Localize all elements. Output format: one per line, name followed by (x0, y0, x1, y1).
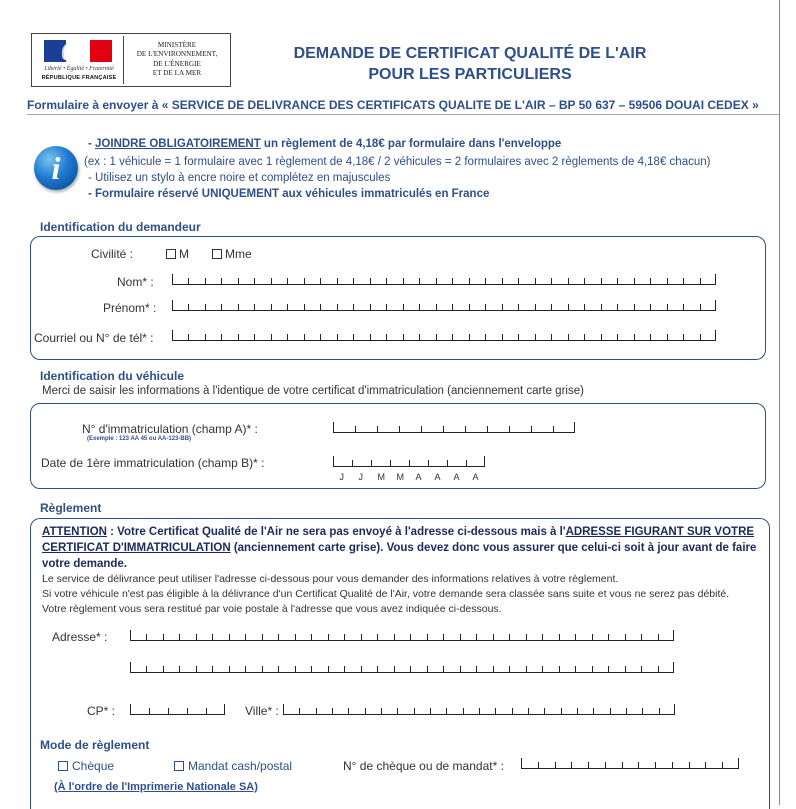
first-registration-field[interactable] (333, 456, 485, 467)
marianne-logo (31, 33, 231, 87)
address-field-line2[interactable] (130, 662, 674, 673)
registration-label: N° d'immatriculation (champ A)* : (82, 422, 258, 436)
form-title-line1: DEMANDE DE CERTIFICAT QUALITÉ DE L'AIR (293, 45, 647, 62)
payment-info-2: Si votre véhicule n'est pas éligible à la délivrance d'un Certificat Qualité de l'Air, votre demande sera classée sans suite et vous ne serez pas débité. (42, 588, 730, 600)
section-payment-heading: Règlement (40, 501, 102, 515)
option-mandat[interactable]: Mandat cash/postal (174, 759, 292, 773)
first-registration-label: Date de 1ère immatriculation (champ B)* : (41, 456, 265, 470)
contact-label: Courriel ou N° de tél* : (34, 331, 154, 345)
date-format-letter: M (377, 472, 385, 482)
date-format-letter: J (358, 472, 363, 482)
address-field-line1[interactable] (130, 630, 674, 641)
name-label: Nom* : (117, 275, 154, 289)
city-label: Ville* : (245, 704, 279, 718)
payment-info-3: Votre règlement vous sera restitué par voie postale à l'adresse que vous avez indiquée ci-dessous. (42, 603, 502, 615)
checkbox-cheque[interactable] (58, 761, 68, 771)
section-requester-heading: Identification du demandeur (40, 220, 201, 234)
note-payment: - JOINDRE OBLIGATOIREMENT un règlement de 4,18€ par formulaire dans l'enveloppe (88, 138, 562, 150)
cheque-number-label: N° de chèque ou de mandat* : (343, 759, 504, 773)
header-divider (27, 114, 779, 115)
address-label: Adresse* : (52, 630, 108, 644)
payment-info-1: Le service de délivrance peut utiliser l'adresse ci-dessous pour vous demander des informations relatives à votre règlement. (42, 573, 619, 585)
checkbox-m[interactable] (166, 249, 176, 259)
date-format-letter: A (434, 472, 441, 482)
option-cheque[interactable]: Chèque (58, 759, 114, 773)
postcode-field[interactable] (130, 704, 225, 715)
firstname-field[interactable] (172, 300, 716, 311)
date-format-letter: M (396, 472, 404, 482)
mailing-address: Formulaire à envoyer à « SERVICE DE DELIVRANCE DES CERTIFICATS QUALITE DE L'AIR – BP 50 637 – 59506 DOUAI CEDEX » (27, 98, 759, 112)
section-vehicle-heading: Identification du véhicule (40, 369, 185, 383)
city-field[interactable] (283, 704, 675, 715)
vehicle-instruction: Merci de saisir les informations à l'identique de votre certificat d'immatriculation (anciennement carte grise) (42, 385, 584, 397)
date-format-letter: J (339, 472, 344, 482)
date-format-letter: A (415, 472, 422, 482)
form-title-line2: POUR LES PARTICULIERS (368, 66, 572, 83)
info-icon: i (34, 146, 78, 190)
date-format-letter: A (453, 472, 460, 482)
cheque-number-field[interactable] (521, 758, 739, 769)
registration-field[interactable] (333, 422, 575, 433)
order-note: (À l'ordre de l'Imprimerie Nationale SA) (54, 781, 258, 793)
note-example: (ex : 1 véhicule = 1 formulaire avec 1 règlement de 4,18€ / 2 véhicules = 2 formulaires avec 2 règlements de 4,18€ chacun) (84, 156, 711, 168)
civility-m-option[interactable]: M (166, 247, 189, 261)
civility-label: Civilité : (91, 247, 134, 261)
note-france-only: - Formulaire réservé UNIQUEMENT aux véhicules immatriculés en France (88, 188, 490, 200)
name-field[interactable] (172, 274, 716, 285)
registration-example: (Exemple : 123 AA 45 ou AA-123-BB) (87, 436, 192, 442)
contact-field[interactable] (172, 330, 716, 341)
date-format-hint (333, 472, 493, 484)
note-mandatory: JOINDRE OBLIGATOIREMENT (95, 138, 261, 150)
checkbox-mandat[interactable] (174, 761, 184, 771)
date-format-letter: A (472, 472, 479, 482)
payment-mode-heading: Mode de règlement (40, 738, 150, 752)
civility-mme-option[interactable]: Mme (212, 247, 252, 261)
firstname-label: Prénom* : (103, 301, 157, 315)
ministry-name: MINISTÈRE DE L'ENVIRONNEMENT, DE L'ÉNERGIE ET DE LA MER (136, 41, 218, 77)
postcode-label: CP* : (87, 704, 116, 718)
republic-motto: Liberté • Égalité • Fraternité (44, 66, 114, 72)
note-pen: - Utilisez un stylo à encre noire et complétez en majuscules (88, 172, 391, 184)
checkbox-mme[interactable] (212, 249, 222, 259)
republic-name: RÉPUBLIQUE FRANÇAISE (41, 75, 117, 81)
attention-notice: ATTENTION : Votre Certificat Qualité de l'Air ne sera pas envoyé à l'adresse ci-dessous mais à l'ADRESSE FIGURANT SUR VOTRE CERTIFICAT D'IMMATRICULATION (anciennement carte grise). Vous devez donc vous assurer que celui-ci soit à jour avant de faire votre demande. (42, 526, 757, 570)
flag-icon (44, 40, 112, 62)
